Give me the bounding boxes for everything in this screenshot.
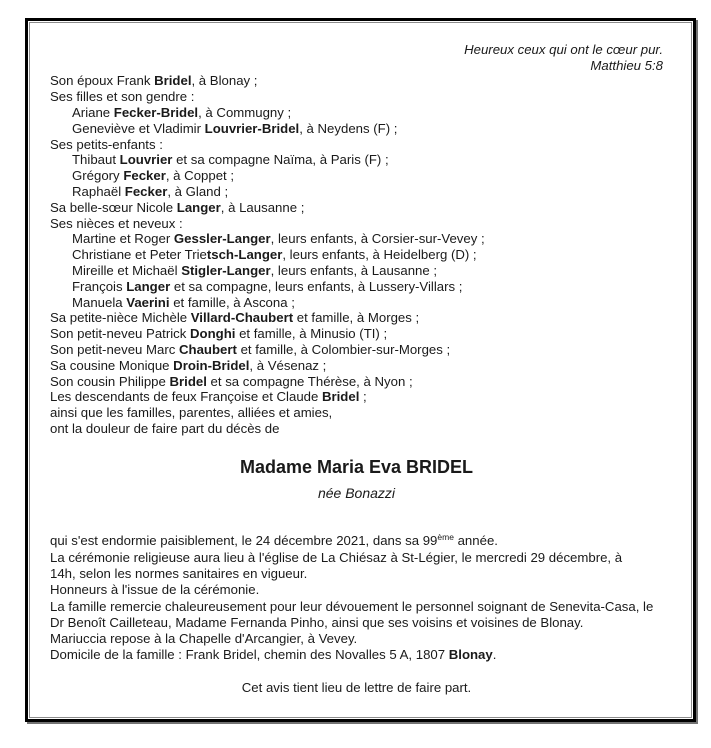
family-line: Christiane et Peter Trietsch-Langer, leurs enfants, à Heidelberg (D) ; xyxy=(72,247,477,263)
family-line: Mireille et Michaël Stigler-Langer, leurs enfants, à Lausanne ; xyxy=(72,262,438,278)
family-line: Sa belle-sœur Nicole Langer, à Lausanne ; xyxy=(50,199,305,215)
family-line: Son époux Frank Bridel, à Blonay ; xyxy=(50,73,258,89)
death-notice-frame xyxy=(25,18,696,722)
family-line: Manuela Vaerini et famille, à Ascona ; xyxy=(72,294,295,310)
epigraph-verse: Heureux ceux qui ont le cœur pur. xyxy=(464,42,663,57)
family-line: Son petit-neveu Patrick Donghi et famille, à Minusio (TI) ; xyxy=(50,326,388,342)
death-notice-content xyxy=(30,23,691,713)
maiden-name: née Bonazzi xyxy=(317,484,396,501)
family-line: François Langer et sa compagne, leurs enfants, à Lussery-Villars ; xyxy=(72,278,463,294)
family-line: Ariane Fecker-Bridel, à Commugny ; xyxy=(72,105,292,120)
closing-line: Cet avis tient lieu de lettre de faire part. xyxy=(241,680,472,696)
family-line: Son petit-neveu Marc Chaubert et famille, à Colombier-sur-Morges ; xyxy=(50,341,451,357)
details-line: Mariuccia repose à la Chapelle d'Arcangier, à Vevey. xyxy=(50,630,358,646)
details-line: La cérémonie religieuse aura lieu à l'église de La Chiésaz à St-Légier, le mercredi 29 décembre, à xyxy=(50,549,623,565)
family-line: Raphaël Fecker, à Gland ; xyxy=(72,183,229,199)
family-line: Thibaut Louvrier et sa compagne Naïma, à Paris (F) ; xyxy=(72,152,389,168)
details-line: La famille remercie chaleureusement pour leur dévouement le personnel soignant de Senevita-Casa, le xyxy=(50,598,654,614)
epigraph xyxy=(50,42,663,73)
family-line: Ses filles et son gendre : xyxy=(50,89,195,105)
family-line: Sa petite-nièce Michèle Villard-Chaubert et famille, à Morges ; xyxy=(50,310,420,326)
family-line: Ses nièces et neveux : xyxy=(50,215,183,231)
family-list xyxy=(50,73,663,436)
family-line: Grégory Fecker, à Coppet ; xyxy=(72,168,235,184)
deceased-name: Madame Maria Eva BRIDEL xyxy=(239,456,474,477)
family-line: Son cousin Philippe Bridel et sa compagne Thérèse, à Nyon ; xyxy=(50,373,413,389)
family-line: Sa cousine Monique Droin-Bridel, à Vésenaz ; xyxy=(50,357,327,373)
family-line: ainsi que les familles, parentes, alliées et amies, xyxy=(50,405,333,421)
details-line: 14h, selon les normes sanitaires en vigueur. xyxy=(50,566,308,582)
family-line: Ses petits-enfants : xyxy=(50,136,163,152)
details-line: Domicile de la famille : Frank Bridel, chemin des Novalles 5 A, 1807 Blonay. xyxy=(50,647,497,663)
details-line: Honneurs à l'issue de la cérémonie. xyxy=(50,582,260,598)
family-line: Martine et Roger Gessler-Langer, leurs enfants, à Corsier-sur-Vevey ; xyxy=(72,231,485,247)
death-notice-inner-border xyxy=(29,22,692,718)
family-line: ont la douleur de faire part du décès de xyxy=(50,420,280,436)
details-line: qui s'est endormie paisiblement, le 24 décembre 2021, dans sa 99ème année. xyxy=(50,532,498,548)
family-line: Geneviève et Vladimir Louvrier-Bridel, à Neydens (F) ; xyxy=(72,120,398,136)
epigraph-reference: Matthieu 5:8 xyxy=(590,57,663,73)
details-line: Dr Benoît Cailleteau, Madame Fernanda Pinho, ainsi que ses voisins et voisines de Blonay. xyxy=(50,614,584,630)
family-line: Les descendants de feux Françoise et Claude Bridel ; xyxy=(50,389,367,405)
ceremony-details xyxy=(50,533,663,664)
